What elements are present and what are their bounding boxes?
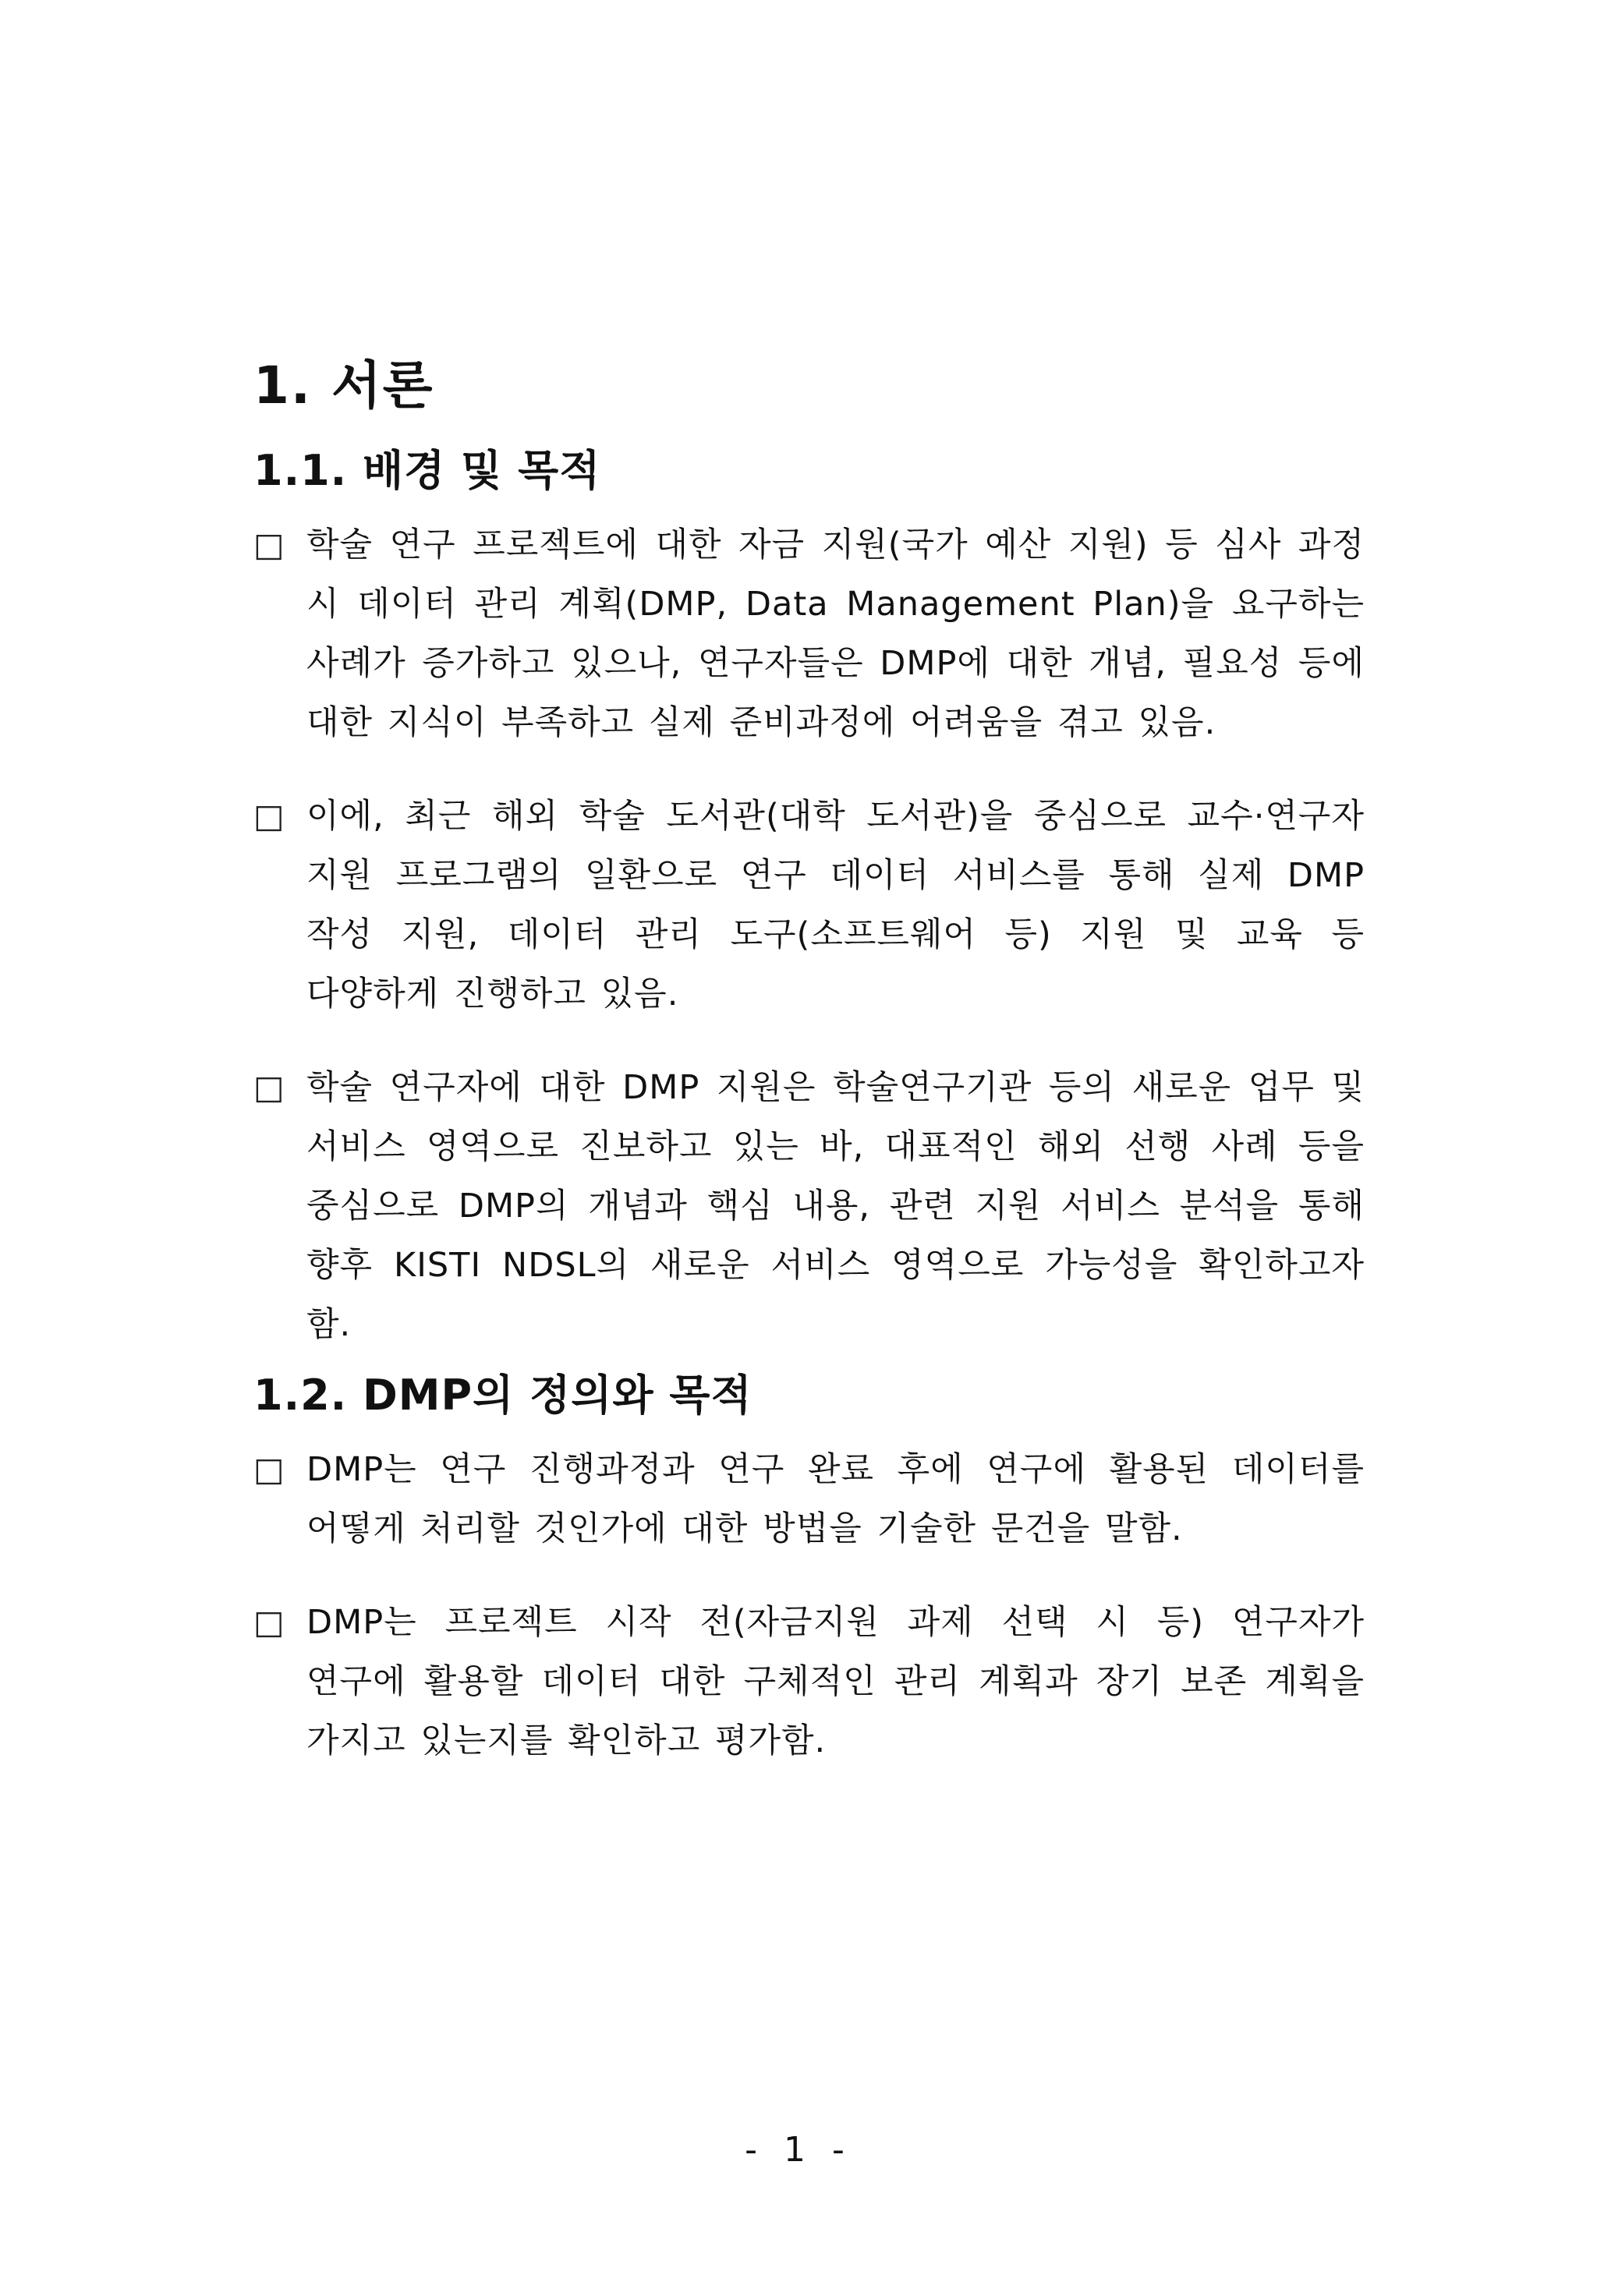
document-body xyxy=(253,355,1365,1805)
bullet-paragraph xyxy=(253,1440,1365,1558)
paragraph-text: 학술 연구 프로젝트에 대한 자금 지원(국가 예산 지원) 등 심사 과정 시 데이터 관리 계획(DMP, Data Management Plan)을 요구하는 사례가 증가하고 있으나, 연구자들은 DMP에 대한 개념, 필요성 등에 대한 지식이 부족하고 실제 준비과정에 어려움을 겪고 있음. xyxy=(306,525,1365,742)
bullet-paragraph xyxy=(253,1593,1365,1771)
page-number: - 1 - xyxy=(745,2130,852,2170)
paragraph-text: DMP는 프로젝트 시작 전(자금지원 과제 선택 시 등) 연구자가 연구에 활용할 데이터 대한 구체적인 관리 계획과 장기 보존 계획을 가지고 있는지를 확인하고 평가함. xyxy=(306,1603,1365,1760)
checkbox-bullet-icon: □ xyxy=(253,1450,285,1488)
bullet-paragraph xyxy=(253,1058,1365,1354)
bullet-paragraph xyxy=(253,787,1365,1024)
checkbox-bullet-icon: □ xyxy=(253,797,285,835)
section-dmp-definition xyxy=(253,1368,1365,1771)
checkbox-bullet-icon: □ xyxy=(253,525,285,564)
paragraph-text: 학술 연구자에 대한 DMP 지원은 학술연구기관 등의 새로운 업무 및 서비스 영역으로 진보하고 있는 바, 대표적인 해외 선행 사례 등을 중심으로 DMP의 개념과 핵심 내용, 관련 지원 서비스 분석을 통해 향후 KISTI NDSL의 새로운 서비스 영역으로 가능성을 확인하고자 함. xyxy=(306,1068,1365,1344)
checkbox-bullet-icon: □ xyxy=(253,1068,285,1106)
section-heading: 1.1. 배경 및 목적 xyxy=(253,446,601,495)
section-background-purpose xyxy=(253,444,1365,1354)
checkbox-bullet-icon: □ xyxy=(253,1603,285,1641)
paragraph-text: 이에, 최근 해외 학술 도서관(대학 도서관)을 중심으로 교수·연구자 지원 프로그램의 일환으로 연구 데이터 서비스를 통해 실제 DMP 작성 지원, 데이터 관리 도구(소프트웨어 등) 지원 및 교육 등 다양하게 진행하고 있음. xyxy=(306,797,1365,1014)
paragraph-text: DMP는 연구 진행과정과 연구 완료 후에 연구에 활용된 데이터를 어떻게 처리할 것인가에 대한 방법을 기술한 문건을 말함. xyxy=(306,1450,1365,1548)
bullet-paragraph xyxy=(253,515,1365,752)
chapter-heading: 1. 서론 xyxy=(253,356,434,416)
section-heading: 1.2. DMP의 정의와 목적 xyxy=(253,1371,752,1420)
